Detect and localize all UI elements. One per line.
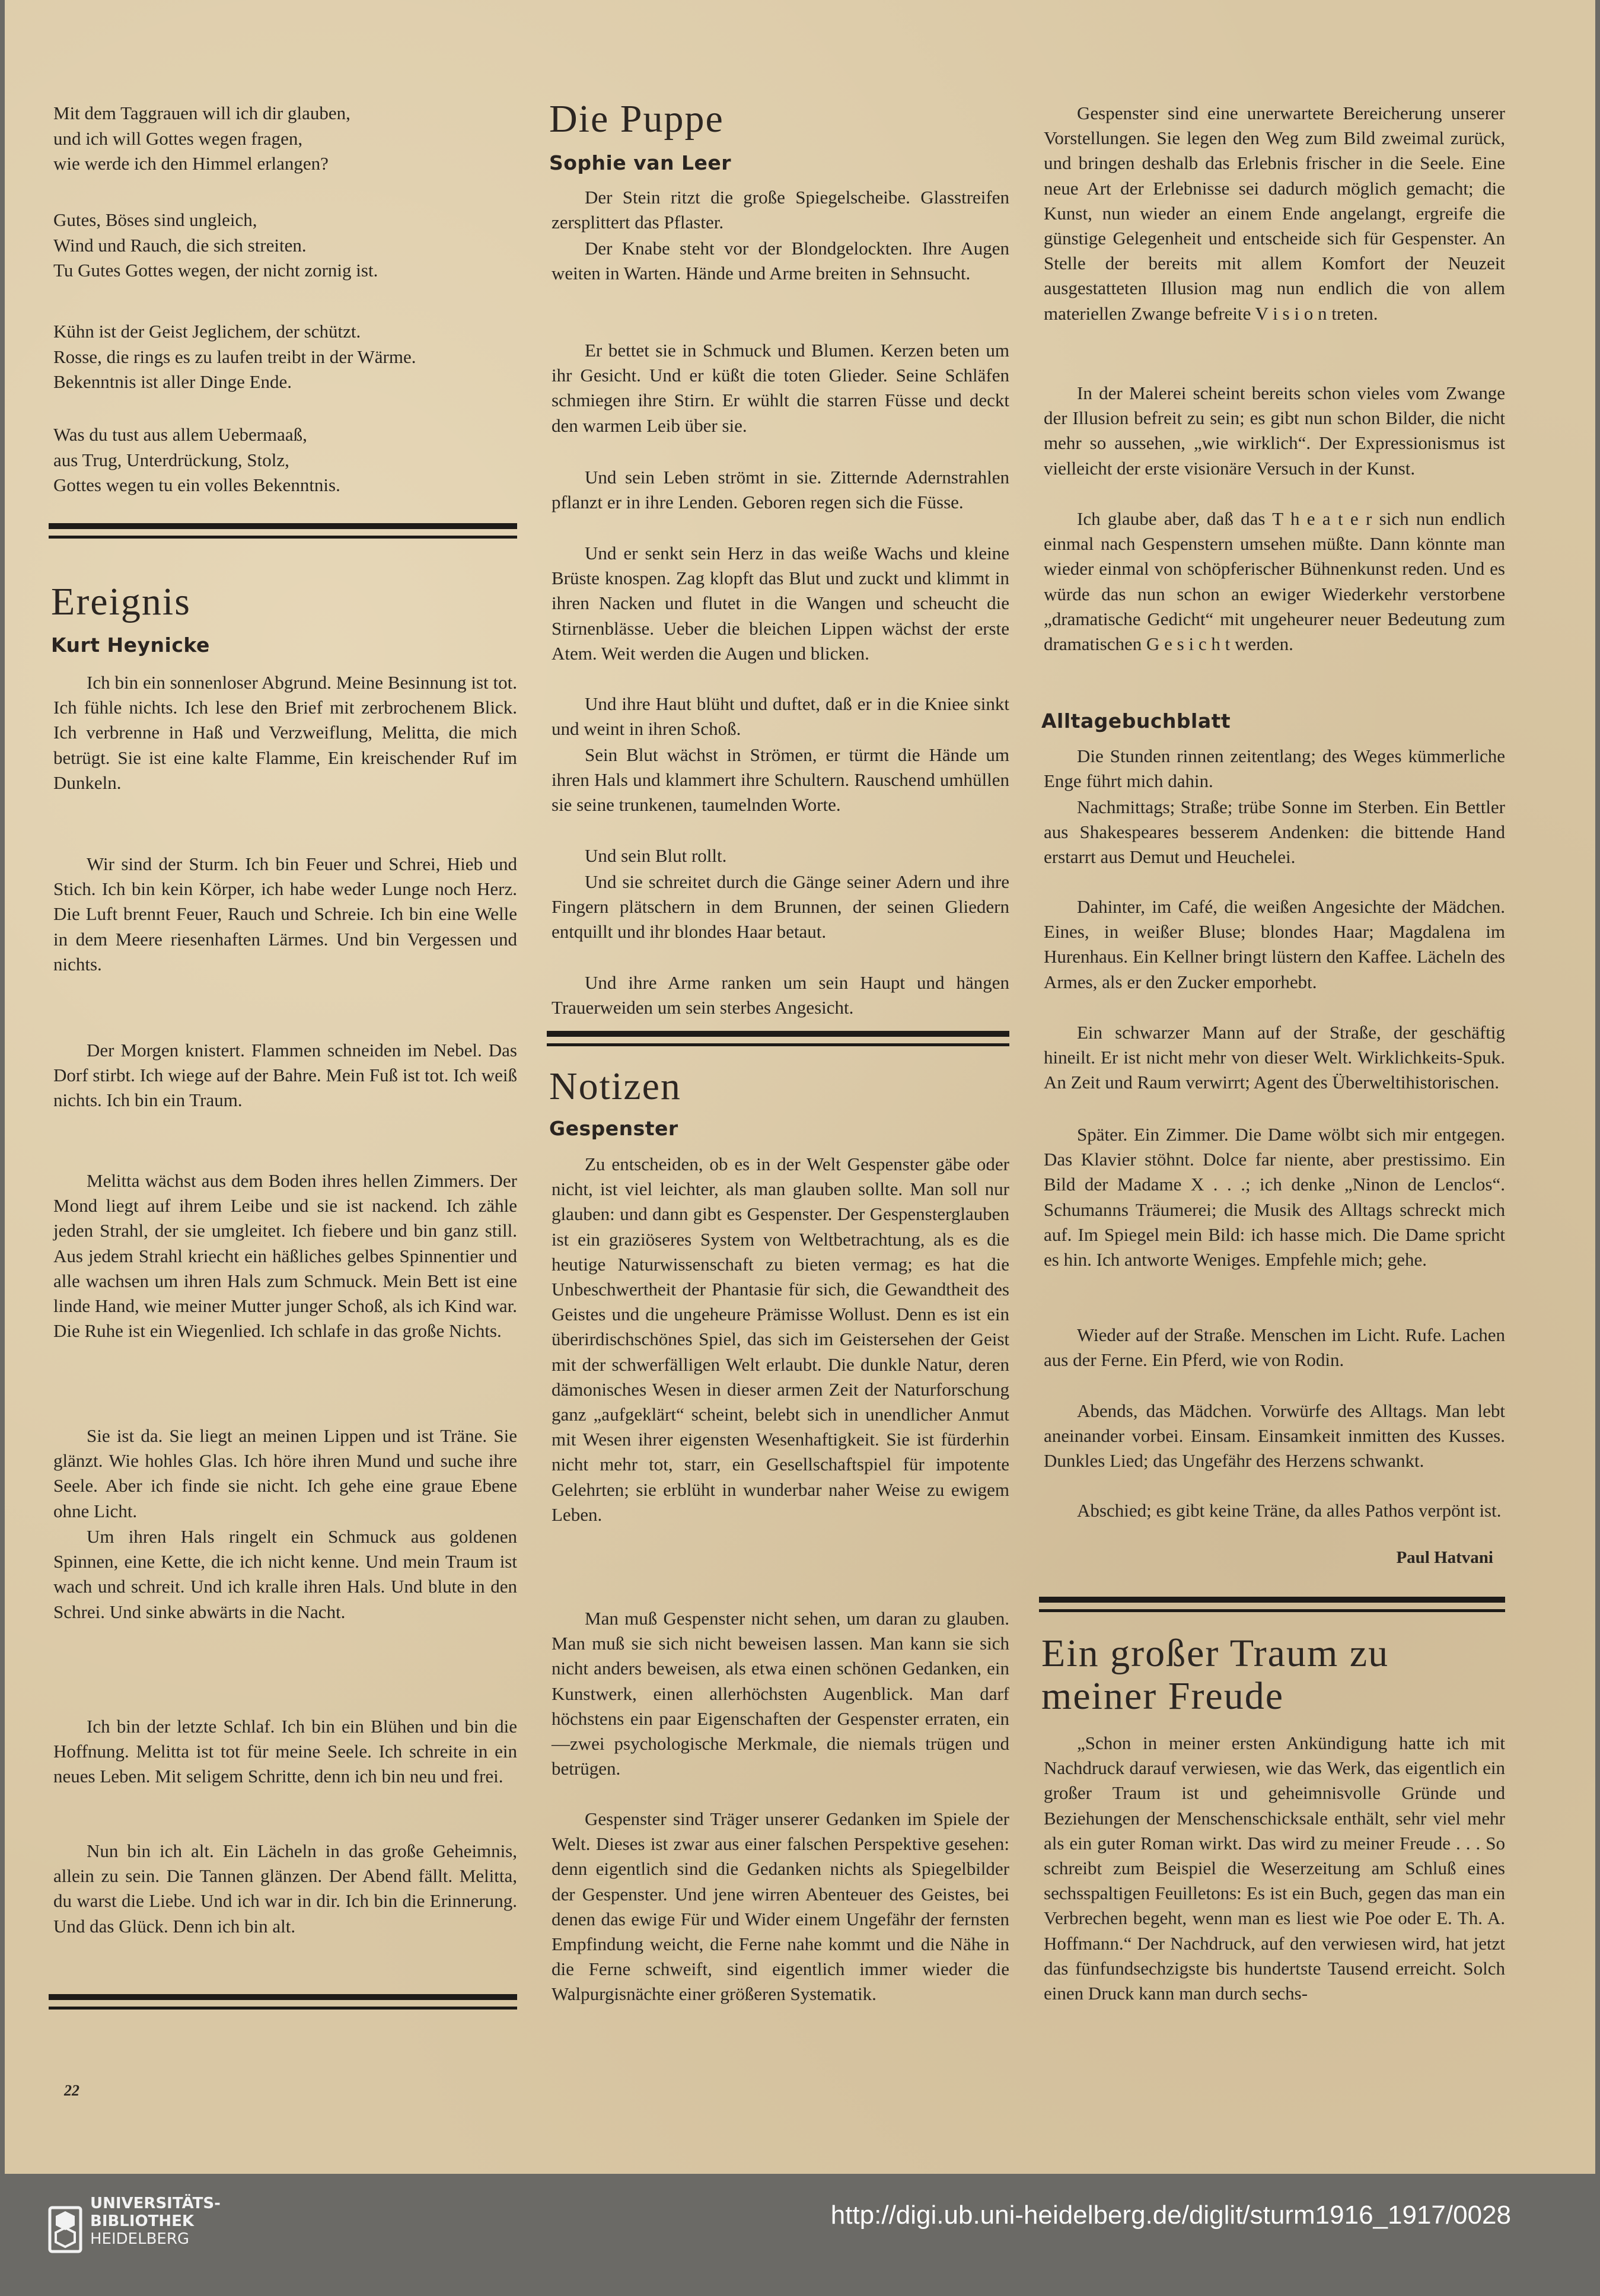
- section-divider: [1039, 1597, 1505, 1612]
- paragraph: Er bettet sie in Schmuck und Blumen. Kerzen beten um ihr Gesicht. Und er küßt die toten Glieder. Seine Schläfen schmiegen ihre Stirn. Er wühlt die starren Füsse und deckt den warmen Leib über sie.: [552, 340, 1009, 436]
- poem-stanza: [53, 208, 378, 284]
- poem-line: Rosse, die rings es zu laufen treibt in der Wärme.: [53, 346, 416, 367]
- paragraph: Und sein Blut rollt.: [585, 845, 727, 866]
- paragraph: Und sie schreitet durch die Gänge seiner Adern und ihre Fingern plätschern in dem Brunnen, der seinen Gliedern entquillt und ihr blondes Haar betaut.: [552, 871, 1009, 942]
- paragraph: Nun bin ich alt. Ein Lächeln in das große Geheimnis, allein zu sein. Die Tannen glänzen. Der Abend fällt. Melitta, du warst die Liebe. Und ich war in dir. Ich bin die Erinnerung. Und das Glück. Denn ich bin alt.: [53, 1840, 517, 1937]
- library-line: HEIDELBERG: [90, 2230, 190, 2248]
- newspaper-page: [5, 0, 1595, 2174]
- viewer-footer: [0, 2174, 1600, 2296]
- library-logo-text: [90, 2195, 221, 2248]
- poem-line: Was du tust aus allem Uebermaaß,: [53, 424, 307, 445]
- paragraph: Gespenster sind eine unerwartete Bereicherung unserer Vorstellungen. Sie legen den Weg zum Bild zweimal zurück, und bringen deshalb das Erlebnis frischer in die Seele. Eine neue Art der Erlebnisse sei dadurch möglich gemacht; die Kunst, nun wieder an einem Ende angelangt, ergreife die günstige Gelegenheit und entscheide sich für Gespenster. An Stelle der bereits mit allem Komfort der Neuzeit ausgestatteten Illusion mag nun endlich die von allem materiellen Zwange befreite V i s i o n treten.: [1044, 103, 1505, 324]
- paragraph: Und er senkt sein Herz in das weiße Wachs und kleine Brüste knospen. Zag klopft das Blut und zuckt und klimmt in ihren Nacken und flutet in die Wangen und scheucht die Stirnenblässe. Ueber die bleichen Lippen wächst der erste Atem. Weit werden die Augen und blicken.: [552, 543, 1009, 664]
- article-author: Sophie van Leer: [549, 151, 732, 174]
- author-signature: Paul Hatvani: [1396, 1548, 1493, 1567]
- article-title-die-puppe: Die Puppe: [549, 97, 724, 141]
- poem-line: Gottes wegen tu ein volles Bekenntnis.: [53, 475, 340, 495]
- page-number: 22: [64, 2082, 79, 2099]
- paragraph: Sein Blut wächst in Strömen, er türmt die Hände um ihren Hals und klammert ihre Schultern. Rauschend umhüllen sie seine trunkenen, taumelnden Worte.: [552, 744, 1009, 816]
- article-title-traum: Ein großer Traum zu meiner Freude: [1041, 1632, 1389, 1718]
- section-divider: [49, 523, 517, 539]
- notiz-heading-gespenster: Gespenster: [549, 1117, 678, 1140]
- poem-stanza: [53, 422, 340, 498]
- paragraph: „Schon in meiner ersten Ankündigung hatte ich mit Nachdruck darauf verwiesen, wie das Werk, das eigentlich ein großer Traum ist und geheimnisvolle Gründe und Beziehungen der Menschenschicksale enthält, sehr viel mehr als ein guter Roman wirkt. Das wird zu meiner Freude . . . So schreibt zum Beispiel die Weserzeitung am Schluß eines sechsspaltigen Feuilletons: Es ist ein Buch, gegen das man ein Verbrechen begeht, wenn man es liest wie Poe oder E. Th. A. Hoffmann.“ Der Nachdruck, auf den verwiesen wird, hat jetzt das fünfundsechzigste bis hundertste Tausend erreicht. Solch einen Druck kann man durch sechs-: [1044, 1733, 1505, 2004]
- paragraph: Gespenster sind Träger unserer Gedanken im Spiele der Welt. Dieses ist zwar aus einer falschen Perspektive gesehen: denn eigentlich sind die Gedanken nichts als Spiegelbilder der Gespenster. Und jene wirren Abenteuer des Geistes, bei denen das ewige Für und Wider einem Ungefähr der fernsten Empfindung weicht, die Ferne nahe kommt und die Nähe in die Ferne schweift, sind eigentlich immer wieder die Walpurgisnächte einer größeren Systematik.: [552, 1808, 1009, 2005]
- poem-line: Mit dem Taggrauen will ich dir glauben,: [53, 103, 350, 123]
- paragraph: Der Morgen knistert. Flammen schneiden im Nebel. Das Dorf stirbt. Ich wiege auf der Bahre. Mein Fuß ist tot. Ich weiß nichts. Ich bin ein Traum.: [53, 1040, 517, 1111]
- column-left: [49, 0, 517, 2135]
- paragraph: Der Stein ritzt die große Spiegelscheibe. Glasstreifen zersplittert das Pflaster.: [552, 187, 1009, 233]
- paragraph: In der Malerei scheint bereits schon vieles vom Zwange der Illusion befreit zu sein; es gibt nun schon Bilder, die nicht mehr so aussehen, „wie wirklich“. Der Expressionismus ist vielleicht der erste visionäre Versuch in der Kunst.: [1044, 383, 1505, 479]
- section-title-notizen: Notizen: [549, 1065, 681, 1108]
- poem-line: Tu Gutes Gottes wegen, der nicht zornig ist.: [53, 260, 378, 281]
- poem-line: und ich will Gottes wegen fragen,: [53, 128, 303, 149]
- paragraph: Ich bin ein sonnenloser Abgrund. Meine Besinnung ist tot. Ich fühle nichts. Ich lese den Brief mit zerbrochenem Blick. Ich verbrenne in Haß und Verzweiflung, Melitta, die mich betrügt. Sie ist eine kalte Flamme, Ein kreischender Ruf im Dunkeln.: [53, 672, 517, 793]
- column-middle: [547, 0, 1009, 2135]
- permalink-url[interactable]: http://digi.ub.uni-heidelberg.de/diglit/sturm1916_1917/0028: [830, 2201, 1511, 2230]
- paragraph: Um ihren Hals ringelt ein Schmuck aus goldenen Spinnen, eine Kette, die ich nicht kenne. Und mein Traum ist wach und schreit. Und ich kralle ihren Hals. Und blute in den Schrei. Und sinke abwärts in die Nacht.: [53, 1526, 517, 1622]
- section-divider: [49, 1994, 517, 2010]
- paragraph: Und sein Leben strömt in sie. Zitternde Adernstrahlen pflanzt er in ihre Lenden. Geboren regen sich die Füsse.: [552, 467, 1009, 513]
- paragraph: Dahinter, im Café, die weißen Angesichte der Mädchen. Eines, in weißer Bluse; blondes Haar; Magdalena im Hurenhaus. Ein Kellner bringt lüstern den Kaffee. Lächeln des Armes, als er den Zucker emporhebt.: [1044, 896, 1505, 992]
- article-title-ereignis: Ereignis: [51, 580, 191, 623]
- paragraph: Man muß Gespenster nicht sehen, um daran zu glauben. Man muß sie sich nicht beweisen lassen. Man kann sie sich nicht anders beweisen, als etwa einen schönen Gedanken, ein Kunstwerk, einen allerhöchsten Augenblick. Man darf höchstens ein paar Eigenschaften der Gespenster erraten, ein—zwei psychologische Merkmale, die niemals trügen und betrügen.: [552, 1608, 1009, 1779]
- section-divider: [547, 1031, 1009, 1046]
- poem-line: Kühn ist der Geist Jeglichem, der schützt.: [53, 321, 361, 342]
- paragraph: Sie ist da. Sie liegt an meinen Lippen und ist Träne. Sie glänzt. Wie hohles Glas. Ich höre ihren Mund und suche ihre Seele. Aber ich finde sie nicht. Ich gehe eine graue Ebene ohne Licht.: [53, 1425, 517, 1521]
- poem-line: Wind und Rauch, die sich streiten.: [53, 234, 307, 256]
- poem-stanza: [53, 319, 416, 395]
- poem-line: aus Trug, Unterdrückung, Stolz,: [53, 449, 289, 470]
- poem-line: Gutes, Böses sind ungleich,: [53, 209, 257, 230]
- notiz-heading-alltagebuchblatt: Alltagebuchblatt: [1041, 709, 1231, 733]
- paragraph: Und ihre Arme ranken um sein Haupt und hängen Trauerweiden um sein sterbes Angesicht.: [552, 972, 1009, 1018]
- paragraph: Der Knabe steht vor der Blondgelockten. Ihre Augen weiten in Warten. Hände und Arme breiten in Sehnsucht.: [552, 238, 1009, 284]
- column-right: [1039, 0, 1505, 2135]
- university-seal-icon: [47, 2205, 83, 2254]
- paragraph: Ein schwarzer Mann auf der Straße, der geschäftig hineilt. Er ist nicht mehr von dieser Welt. Wirklichkeits-Spuk. An Zeit und Raum verwirrt; Agent des Überweltihistorischen.: [1044, 1022, 1505, 1093]
- paragraph: Wir sind der Sturm. Ich bin Feuer und Schrei, Hieb und Stich. Ich bin kein Körper, ich habe weder Lunge noch Herz. Die Luft brennt Feuer, Rauch und Schreie. Ich bin eine Welle in dem Meere riesenhaften Lärmes. Und bin Vergessen und nichts.: [53, 854, 517, 975]
- poem-line: wie werde ich den Himmel erlangen?: [53, 153, 329, 174]
- paragraph: Nachmittags; Straße; trübe Sonne im Sterben. Ein Bettler aus Shakespeares besserem Andenken: die bittende Hand erstarrt aus Demut und Heuchelei.: [1044, 797, 1505, 868]
- paragraph: Später. Ein Zimmer. Die Dame wölbt sich mir entgegen. Das Klavier stöhnt. Dolce far niente, aber prestissimo. Ein Bild der Madame X . . .; ich denke „Ninon de Lenclos“. Schumanns Träumerei; die Musik des Alltags schreckt mich auf. Im Spiegel mein Bild: ich hasse mich. Die Dame spricht es hin. Ich antworte Weniges. Empfehle mich; gehe.: [1044, 1124, 1505, 1270]
- paragraph: Abends, das Mädchen. Vorwürfe des Alltags. Man lebt aneinander vorbei. Einsam. Einsamkeit inmitten des Kusses. Dunkles Lied; das Ungefähr des Herzens schwankt.: [1044, 1400, 1505, 1472]
- poem-line: Bekenntnis ist aller Dinge Ende.: [53, 371, 292, 392]
- paragraph: Die Stunden rinnen zeitentlang; des Weges kümmerliche Enge führt mich dahin.: [1044, 746, 1505, 792]
- paragraph: Wieder auf der Straße. Menschen im Licht. Rufe. Lachen aus der Ferne. Ein Pferd, wie von Rodin.: [1044, 1324, 1505, 1371]
- article-author: Kurt Heynicke: [51, 633, 210, 657]
- library-line: UNIVERSITÄTS-: [90, 2195, 221, 2212]
- paragraph: Ich glaube aber, daß das T h e a t e r sich nun endlich einmal nach Gespenstern umsehen müßte. Dann könnte man wieder einmal von schöpferischer Bühnenkunst reden. Und es würde das nun schon an ewiger Wiederkehr verstorbene „dramatische Gedicht“ mit ungeheurer neuer Bedeutung zum dramatischen G e s i c h t werden.: [1044, 508, 1505, 655]
- paragraph: Und ihre Haut blüht und duftet, daß er in die Kniee sinkt und weint in ihren Schoß.: [552, 693, 1009, 740]
- poem-stanza: [53, 101, 350, 177]
- paragraph: Abschied; es gibt keine Träne, da alles Pathos verpönt ist.: [1077, 1500, 1502, 1521]
- paragraph: Zu entscheiden, ob es in der Welt Gespenster gäbe oder nicht, ist viel leichter, als man glauben sollte. Man soll nur glauben: und dann gibt es Gespenster. Der Gespensterglauben ist ein graziöseres System von Weltbetrachtung, als es die heutige Naturwissenschaft zu bieten vermag; es hat die Unbeschwertheit der Phantasie für sich, die Gewandtheit des Geistes und die ungeheure Prämisse Wollust. Denn es ist ein überirdischschönes Spiel, das sich im Geistersehen der Geist mit der schwerfälligen Welt erlaubt. Die dunkle Natur, deren dämonisches Wesen in dieser armen Zeit der Naturforschung ganz „aufgeklärt“ scheint, belebt sich in unendlicher Anmut mit Wesen ihrer eigensten Wesenhaftigkeit. Sie ist fürderhin nicht mehr tot, starr, ein Gesellschaftspiel für impotente Gelehrten; sie erblüht in wunderbar naher Weise zu ewigem Leben.: [552, 1154, 1009, 1525]
- paragraph: Melitta wächst aus dem Boden ihres hellen Zimmers. Der Mond liegt auf ihrem Leibe und sie ist nackend. Ich zähle jeden Strahl, der sie umgleitet. Ich fiebere und bin ganz still. Aus jedem Strahl kriecht ein häßliches gelbes Spinnentier und alle wachsen um ihren Hals zum Schmuck. Mein Bett ist eine linde Hand, wie meiner Mutter junger Schoß, als ich Kind war. Die Ruhe ist ein Wiegenlied. Ich schlafe in das große Nichts.: [53, 1170, 517, 1342]
- paragraph: Ich bin der letzte Schlaf. Ich bin ein Blühen und bin die Hoffnung. Melitta ist tot für meine Seele. Ich schreite in ein neues Leben. Mit seligem Schritte, denn ich bin neu und frei.: [53, 1716, 517, 1787]
- library-line: BIBLIOTHEK: [90, 2212, 195, 2230]
